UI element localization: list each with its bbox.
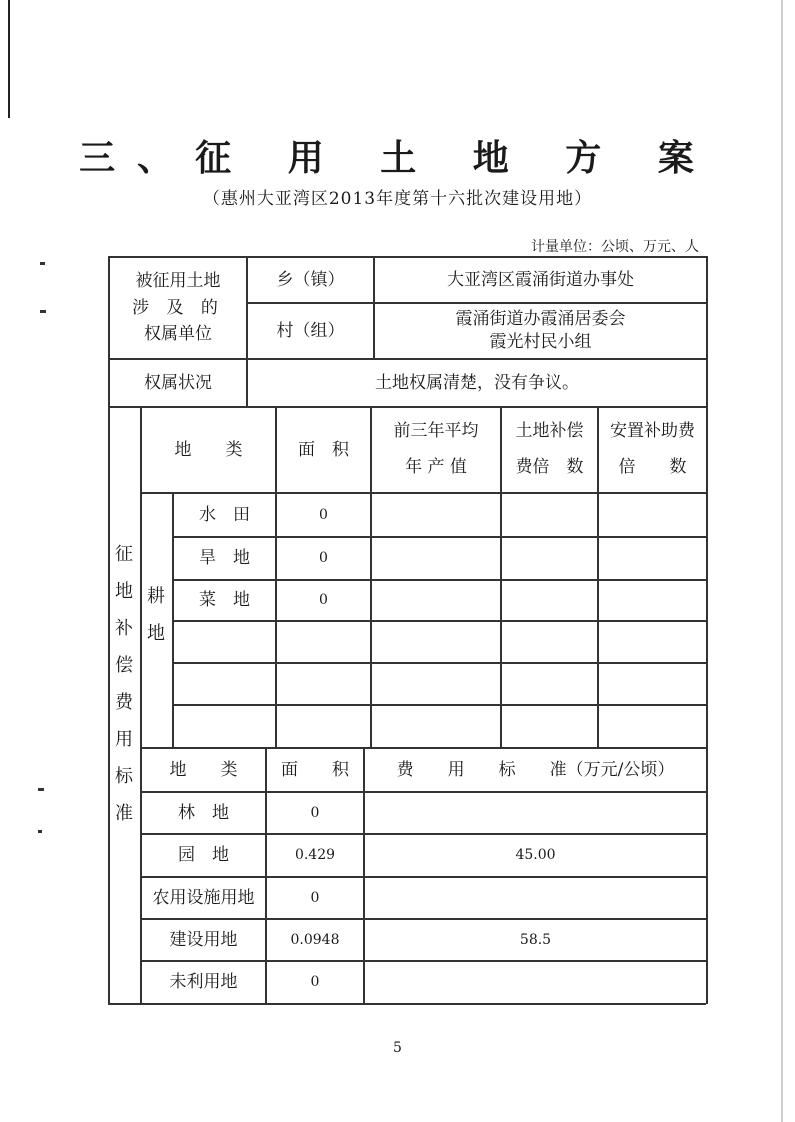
header-resettle [599, 408, 706, 492]
side-label-char: 偿 [115, 655, 133, 676]
header-land-comp [502, 408, 597, 492]
side-label-char: 征 [115, 544, 133, 565]
arable-type: 菜 地 [199, 590, 250, 611]
header2-standard: 费 用 标 准（万元/公顷） [396, 759, 675, 780]
page-subtitle: （惠州大亚湾区2013年度第十六批次建设用地） [202, 189, 593, 209]
header-avg-output [372, 408, 500, 492]
side-label-char: 用 [115, 729, 133, 750]
arable-area: 0 [319, 592, 328, 609]
header-line: 费倍 数 [515, 457, 584, 477]
town-value: 大亚湾区霞涌街道办事处 [447, 269, 634, 290]
village-value-line: 霞光村民小组 [489, 332, 592, 352]
header2-land-type: 地 类 [169, 759, 238, 780]
side-label-char: 地 [115, 581, 133, 602]
other-area: 0.0948 [290, 931, 340, 948]
arable-label [140, 582, 172, 656]
header-land-type: 地 类 [174, 439, 243, 460]
header-line: 年 产 值 [405, 457, 467, 477]
status-label: 权属状况 [144, 372, 212, 393]
ownership-label-line: 权属单位 [144, 324, 212, 345]
village-label: 村（组） [276, 320, 345, 341]
other-type: 农用设施用地 [152, 887, 255, 908]
header-line: 土地补偿 [515, 421, 584, 442]
arable-label-char: 耕 [147, 586, 165, 607]
measurement-unit: 计量单位：公顷、万元、人 [531, 239, 699, 255]
ownership-label-line: 被征用土地 [135, 271, 221, 292]
arable-area: 0 [319, 506, 328, 523]
side-label-char: 补 [115, 618, 133, 639]
ownership-label [110, 258, 246, 358]
header-area: 面 积 [298, 439, 349, 460]
other-type: 未利用地 [169, 972, 238, 993]
page-number: 5 [393, 1040, 402, 1056]
other-standard: 58.5 [519, 931, 552, 948]
comp-side-label [108, 540, 140, 836]
ownership-label-line: 涉 及 的 [132, 297, 224, 318]
arable-type: 旱 地 [199, 548, 250, 569]
other-standard [365, 962, 706, 1003]
other-standard: 45.00 [515, 847, 556, 864]
other-type: 园 地 [178, 845, 229, 866]
page-title: 三、征 用 土 地 方 案 [79, 137, 716, 179]
village-value [375, 304, 706, 358]
other-standard [365, 878, 706, 918]
header-line: 安置补助费 [610, 421, 695, 442]
side-label-char: 准 [115, 803, 133, 824]
header-line: 前三年平均 [393, 421, 479, 442]
other-type: 建设用地 [169, 929, 238, 950]
side-label-char: 费 [115, 692, 133, 713]
arable-area: 0 [319, 550, 328, 567]
side-label-char: 标 [115, 766, 133, 787]
arable-type: 水 田 [199, 504, 250, 525]
town-label: 乡（镇） [276, 269, 345, 290]
other-area: 0 [310, 889, 320, 906]
status-value: 土地权属清楚，没有争议。 [375, 372, 579, 393]
other-standard [365, 793, 706, 833]
header-line: 倍 数 [618, 457, 687, 477]
other-area: 0 [310, 804, 320, 821]
village-value-line: 霞涌街道办霞涌居委会 [455, 309, 626, 330]
header2-area: 面 积 [281, 759, 349, 780]
other-area: 0.429 [294, 847, 336, 864]
arable-label-char: 地 [147, 623, 165, 644]
other-area: 0 [310, 974, 320, 991]
other-type: 林 地 [178, 802, 229, 823]
